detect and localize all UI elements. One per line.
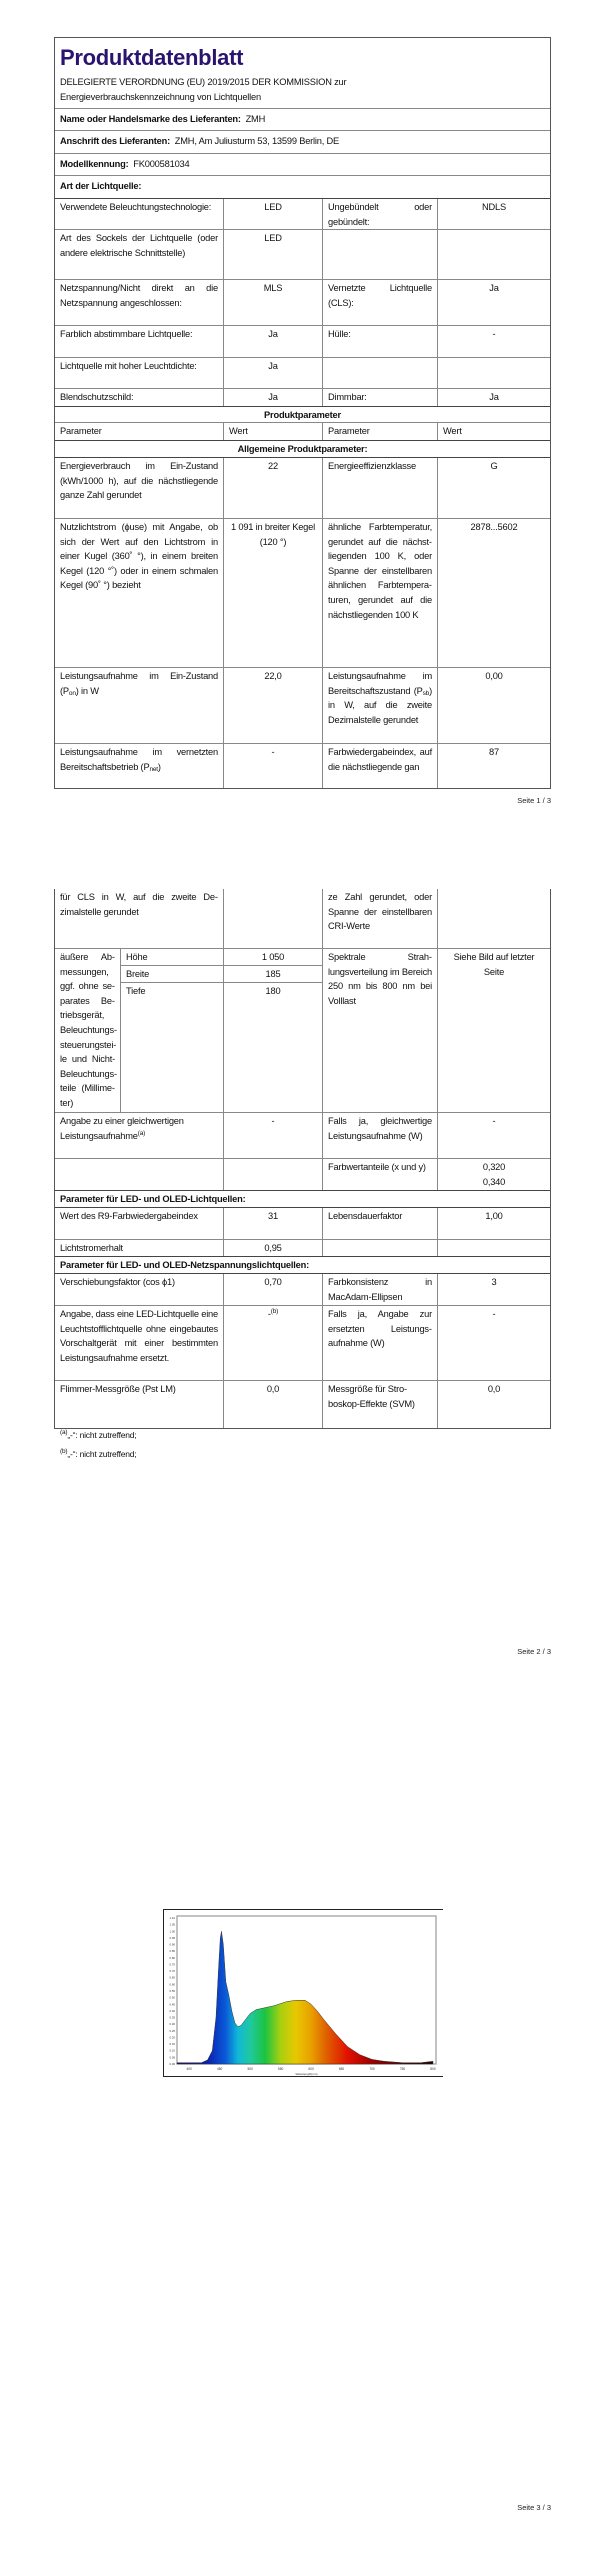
param-value: 2878...5602 (470, 522, 518, 532)
led-params-heading: Parameter für LED- und OLED-Lichtquellen: (60, 1194, 246, 1204)
param-label: Nutzlichtstrom (ϕuse) mit Angabe, ob sich der Wert auf den Lichtstrom in einer Kugel (360˚ °), in einem breiten Kegel (120 °˚) oder in einem schmalen Kegel (90˚ °) bezieht (55, 519, 224, 667)
param-value: G (490, 461, 498, 471)
param-value: LED (224, 230, 323, 279)
dimension-label: Breite (121, 966, 224, 982)
param-value: - (492, 1309, 496, 1319)
dimensions-row (55, 949, 550, 1113)
equivalent-power-row (55, 1113, 550, 1159)
param-value: 3 (491, 1277, 497, 1287)
light-source-type-heading: Art der Lichtquelle: (60, 181, 142, 191)
empty-cell (55, 1159, 224, 1190)
y-tick-label: 0.85 (169, 1949, 175, 1954)
y-tick-label: 0.00 (169, 2062, 175, 2066)
mains-params-heading-row (55, 1257, 550, 1274)
footnote-b: $^{(b)}$„-“: nicht zutreffend; (60, 1448, 137, 1459)
networked-standby-continued-row (55, 889, 550, 949)
y-tick-label: 1.05 (169, 1922, 175, 1927)
led-params-heading-row (55, 1191, 550, 1208)
product-sheet-table-page-1 (54, 37, 551, 789)
y-tick-label: 0.70 (169, 1969, 175, 1974)
x-axis-label: Wavelength(nm) (295, 2072, 318, 2076)
lumen-maintenance-row (55, 1240, 550, 1257)
param-value (438, 230, 550, 279)
y-tick-label: 0.90 (169, 1942, 175, 1947)
y-tick-label: 0.30 (169, 2022, 175, 2027)
param-value: Ja (224, 389, 323, 406)
empty-cell (323, 1240, 438, 1256)
param-value: 1,00 (485, 1211, 503, 1221)
param-value: Siehe Bild auf letzter Seite (453, 952, 535, 977)
dimension-width (121, 966, 322, 983)
param-label: Dimmbar: (323, 389, 438, 406)
product-sheet-table-page-2 (54, 889, 551, 1429)
x-tick-label: 550 (277, 2067, 284, 2071)
param-value: MLS (224, 280, 323, 325)
param-label: Leistungsaufnahme im Ein-Zustand $(P_{on})$ in W (55, 668, 224, 743)
param-value (438, 358, 550, 388)
general-params-heading-row (55, 441, 550, 458)
param-label: Art des Sockels der Lichtquelle (oder andere elektrische Schnittstelle) (55, 230, 224, 279)
footnote-a: $^{(a)}$„-“: nicht zutreffend; (60, 1429, 137, 1440)
y-tick-label: 0.45 (169, 2002, 175, 2007)
param-label: ze Zahl gerundet, oder Spanne der einstellbaren CRI-Werte (323, 889, 438, 948)
page-title: Produktdatenblatt (60, 45, 244, 70)
page-number: Seite 1 / 3 (517, 796, 551, 805)
dimensions-label: äußere Abmessungen, ggf. ohne separates Betriebsgerät, Beleuchtungssteuerungsteile und Nicht-Beleuchtungsteile (Millimeter) (55, 949, 121, 1112)
light-source-type-row (55, 176, 550, 199)
dimension-label: Tiefe (121, 983, 224, 1112)
replacement-row (55, 1306, 550, 1381)
regulation-line: Energieverbrauchskennzeichnung von Lichtquellen (60, 91, 261, 102)
param-label: Lichtquelle mit hoher Leuchtdichte: (55, 358, 224, 388)
param-value: 22 (224, 458, 323, 518)
param-label: Leistungsaufnahme im Bereitschaftszustand $(P_{sb})$ in W, auf die zweite Dezimalstelle gerundet (323, 668, 438, 743)
y-tick-label: 1.10 (169, 1916, 175, 1920)
param-value: 0,95 (224, 1240, 323, 1256)
param-value: 0,0 (487, 1384, 501, 1394)
model-label: Modellkennung: (60, 159, 129, 169)
y-tick-label: 1.00 (169, 1929, 175, 1934)
x-tick-label: 700 (369, 2067, 375, 2071)
product-params-heading-row (55, 406, 550, 423)
address-value: ZMH, Am Juliusturm 53, 13599 Berlin, DE (174, 136, 340, 146)
param-label: Ungebündelt oder gebündelt: (323, 199, 438, 229)
y-tick-label: 0.55 (169, 1989, 175, 1993)
param-value: 31 (224, 1208, 323, 1239)
y-tick-label: 0.05 (169, 2055, 175, 2060)
model-row (55, 154, 550, 176)
param-value: 87 (489, 747, 499, 757)
param-value: 0,320 0,340 (482, 1162, 506, 1187)
empty-cell (224, 889, 323, 948)
param-header-row (55, 423, 550, 441)
regulation-text (60, 71, 545, 104)
col-header-value: Wert (443, 426, 462, 436)
param-value: 1 091 in breiter Kegel (120 °) (224, 519, 323, 667)
spectral-distribution-chart (164, 1910, 444, 2078)
x-tick-label: 500 (247, 2067, 253, 2071)
param-label: Leistungsaufnahme im vernetzten Bereitschaftsbetrieb $(P_{net})$ (55, 744, 224, 788)
empty-cell (438, 889, 550, 948)
param-value: Ja (489, 283, 499, 293)
y-tick-label: 0.20 (169, 2035, 175, 2040)
param-value: 0,0 (224, 1381, 323, 1428)
y-tick-label: 0.50 (169, 1995, 175, 2000)
param-label: Hülle: (323, 326, 438, 357)
col-header-param: Parameter (323, 423, 438, 440)
general-params-heading: Allgemeine Produktparameter: (237, 444, 368, 454)
dimension-depth (121, 983, 322, 1112)
param-label: Angabe, dass eine LED-Lichtquelle eine Leuchtstofflichtquelle ohne eingebautes Vorschaltgerät mit einer bestimmten Leistungsaufnahme ersetzt. (55, 1306, 224, 1380)
y-tick-label: 0.60 (169, 1982, 175, 1987)
title-block (55, 38, 550, 109)
x-tick-label: 750 (399, 2067, 406, 2071)
power-row (55, 668, 550, 744)
supplier-label: Name oder Handelsmarke des Lieferanten: (60, 114, 241, 124)
param-label: Farbwiedergabeindex, auf die nächstliegende gan (323, 744, 438, 788)
x-tick-label: 650 (338, 2067, 345, 2071)
param-label: Blendschutzschild: (55, 389, 224, 406)
param-label: Spektrale Strahlungsverteilung im Bereich 250 nm bis 800 nm bei Volllast (323, 949, 438, 1112)
param-label (323, 358, 438, 388)
y-tick-label: 0.75 (169, 1962, 175, 1967)
empty-cell (438, 1240, 550, 1256)
param-value: 22,0 (224, 668, 323, 743)
flux-row (55, 519, 550, 668)
param-label: für CLS in W, auf die zweite Dezimalstelle gerundet (55, 889, 224, 948)
col-header-value: Wert (224, 423, 323, 440)
x-tick-label: 600 (308, 2067, 314, 2071)
mains-params-heading: Parameter für LED- und OLED-Netzspannungslichtquellen: (60, 1260, 310, 1270)
param-label: Falls ja, Angabe zur ersetzten Leistungsaufnahme (W) (323, 1306, 438, 1380)
model-value: FK000581034 (133, 159, 190, 169)
col-header-param: Parameter (55, 423, 224, 440)
param-label (323, 230, 438, 279)
param-value: - (224, 744, 323, 788)
param-value: - (492, 1116, 496, 1126)
networked-standby-row (55, 744, 550, 788)
address-row (55, 131, 550, 154)
dimension-value: 1 050 (261, 952, 285, 962)
light-source-row (55, 280, 550, 326)
param-label: ähnliche Farbtemperatur, gerundet auf die nächstliegenden 100 K, oder Spanne der einstellbaren ähnlichen Farbtemperaturen, gerundet auf die nächstliegenden 100 K (323, 519, 438, 667)
x-tick-label: 800 (430, 2067, 436, 2071)
param-label: Messgröße für Stroboskop-Effekte (SVM) (323, 1381, 438, 1428)
chromaticity-row (55, 1159, 550, 1191)
energy-row (55, 458, 550, 519)
dimension-height (121, 949, 322, 966)
dimension-value: 180 (265, 986, 281, 996)
param-label: Farblich abstimmbare Lichtquelle: (55, 326, 224, 357)
y-tick-label: 0.10 (169, 2048, 175, 2053)
light-source-row (55, 389, 550, 406)
param-value: - (492, 329, 496, 339)
spectral-distribution-figure (163, 1909, 443, 2077)
product-params-heading: Produktparameter (264, 410, 341, 420)
r9-row (55, 1208, 550, 1240)
param-label: Energieeffizienzklasse (323, 458, 438, 518)
param-label: Verwendete Beleuchtungstechnologie: (55, 199, 224, 229)
param-value: - (224, 1113, 323, 1158)
y-tick-label: 0.15 (169, 2042, 175, 2047)
light-source-row (55, 326, 550, 358)
page-number: Seite 3 / 3 (517, 2503, 551, 2512)
y-tick-label: 0.95 (169, 1935, 175, 1940)
param-value: Ja (489, 392, 499, 402)
param-label: Wert des R9-Farbwiedergabeindex (55, 1208, 224, 1239)
empty-cell (224, 1159, 323, 1190)
param-label: Netzspannung/Nicht direkt an die Netzspannung angeschlossen: (55, 280, 224, 325)
y-tick-label: 0.35 (169, 2015, 175, 2020)
param-label: Farbwertanteile (x und y) (323, 1159, 438, 1190)
supplier-row (55, 109, 550, 131)
dimension-label: Höhe (121, 949, 224, 965)
param-label: Farbkonsistenz in MacAdam-Ellipsen (323, 1274, 438, 1305)
x-tick-label: 400 (186, 2067, 192, 2071)
y-tick-label: 0.25 (169, 2028, 175, 2033)
param-label: Flimmer-Messgröße (Pst LM) (55, 1381, 224, 1428)
param-label: Vernetzte Lichtquelle (CLS): (323, 280, 438, 325)
param-value: LED (224, 199, 323, 229)
regulation-line: DELEGIERTE VERORDNUNG (EU) 2019/2015 DER KOMMISSION zur (60, 77, 347, 87)
address-label: Anschrift des Lieferanten: (60, 136, 170, 146)
param-value: 0,00 (485, 671, 503, 681)
y-tick-label: 0.40 (169, 2008, 175, 2013)
param-label: Verschiebungsfaktor (cos ϕ1) (55, 1274, 224, 1305)
dimension-value: 185 (265, 969, 281, 979)
light-source-row (55, 358, 550, 389)
supplier-value: ZMH (245, 114, 266, 124)
param-value: -$^{(b)}$ (224, 1306, 323, 1380)
page-number: Seite 2 / 3 (517, 1647, 551, 1656)
x-tick-label: 450 (216, 2067, 223, 2071)
y-tick-label: 0.65 (169, 1975, 175, 1980)
param-value: 0,70 (224, 1274, 323, 1305)
param-value: Ja (224, 358, 323, 388)
y-tick-label: 0.80 (169, 1955, 175, 1960)
light-source-row (55, 199, 550, 230)
dimensions-values (121, 949, 323, 1112)
light-source-row (55, 230, 550, 280)
param-label: Angabe zu einer gleichwertigen Leistungsaufnahme$^{(a)}$ (55, 1113, 224, 1158)
light-source-rows (55, 199, 550, 406)
param-label: Lebensdauerfaktor (323, 1208, 438, 1239)
param-value: Ja (224, 326, 323, 357)
flicker-row (55, 1381, 550, 1428)
param-label: Energieverbrauch im Ein-Zustand (kWh/1000 h), auf die nächstliegende ganze Zahl gerundet (55, 458, 224, 518)
param-label: Falls ja, gleichwertige Leistungsaufnahme (W) (323, 1113, 438, 1158)
param-value: NDLS (482, 202, 506, 212)
displacement-row (55, 1274, 550, 1306)
param-label: Lichtstromerhalt (55, 1240, 224, 1256)
